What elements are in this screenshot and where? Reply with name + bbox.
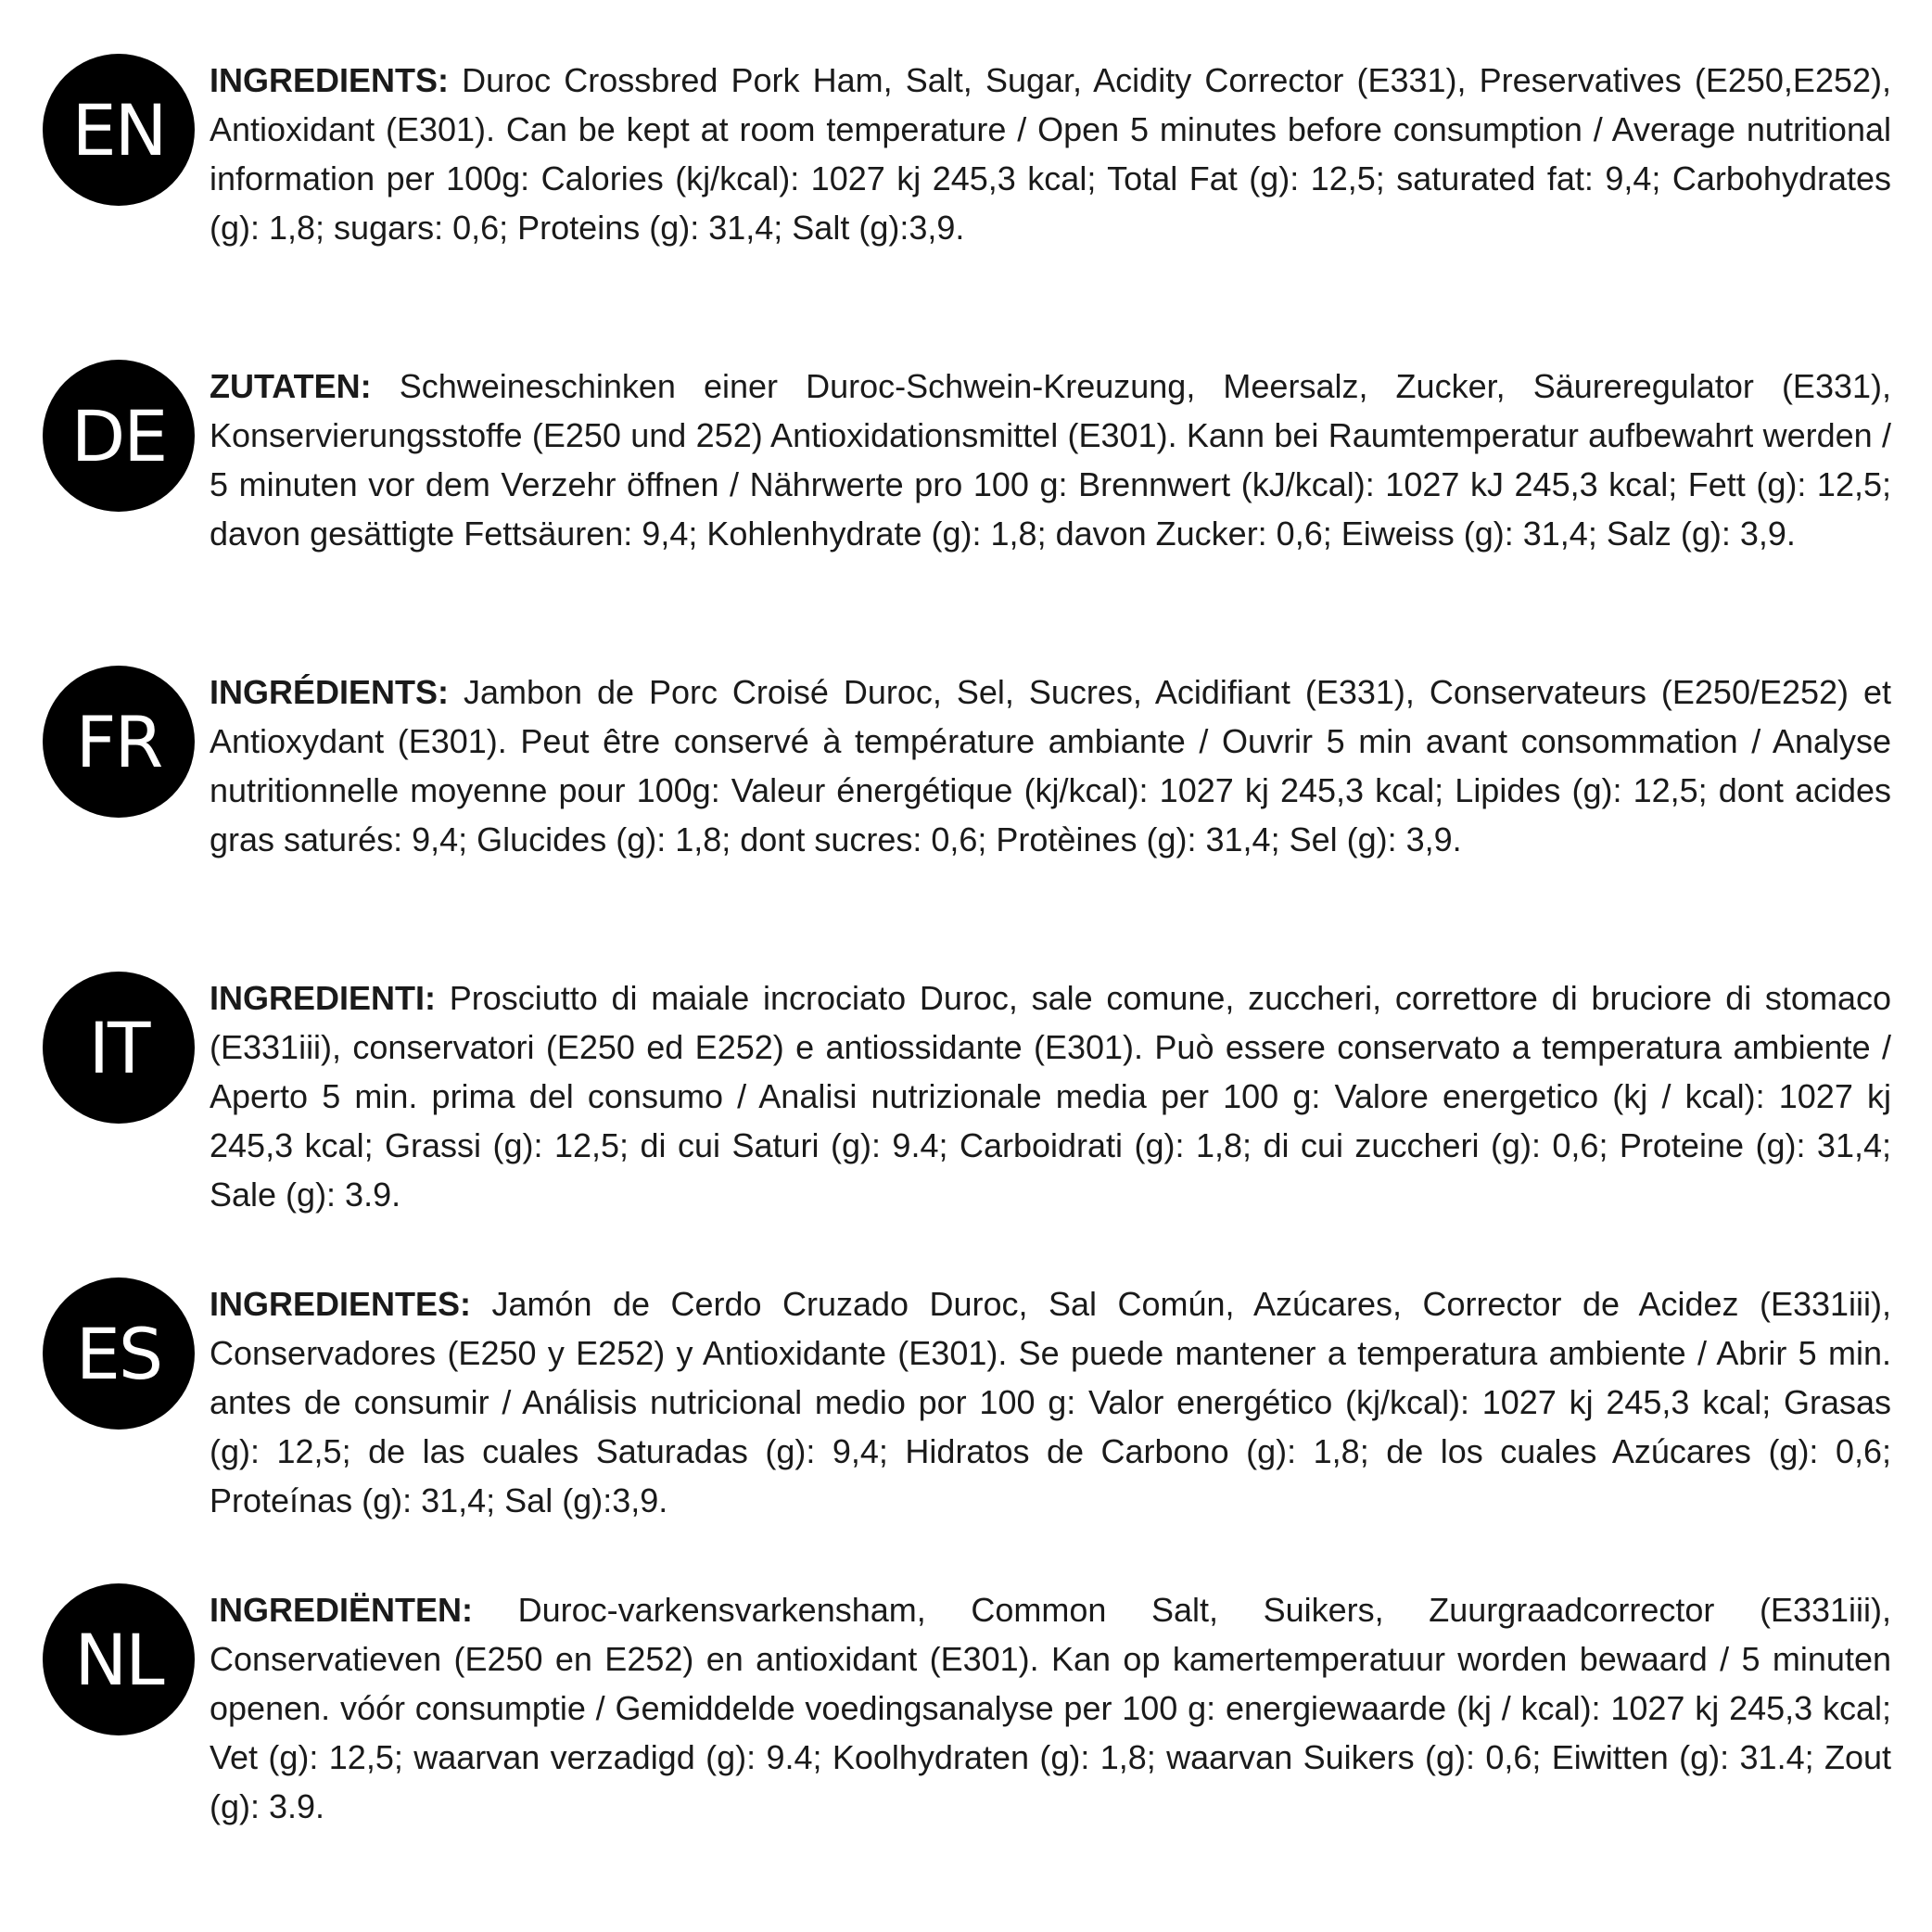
ingredients-text-es	[210, 1279, 1891, 1525]
language-badge-it: IT	[43, 972, 195, 1124]
ingredients-body-en: Duroc Crossbred Pork Ham, Salt, Sugar, Acidity Corrector (E331), Preservatives (E250,E252), Antioxidant (E301). Can be kept at room temperature / Open 5 minutes before consumption / Average nutritional information per 100g: Calories (kj/kcal): 1027 kj 245,3 kcal; Total Fat (g): 12,5; saturated fat: 9,4; Carbohydrates (g): 1,8; sugars: 0,6; Proteins (g): 31,4; Salt (g):3,9.	[210, 61, 1891, 247]
language-badge-nl: NL	[43, 1583, 195, 1735]
ingredients-text-nl	[210, 1585, 1891, 1831]
ingredients-text-de	[210, 362, 1891, 558]
ingredients-body-de: Schweineschinken einer Duroc-Schwein-Kreuzung, Meersalz, Zucker, Säureregulator (E331), Konservierungsstoffe (E250 und 252) Antioxidationsmittel (E301). Kann bei Raumtemperatur aufbewahrt werden / 5 minuten vor dem Verzehr öffnen / Nährwerte pro 100 g: Brennwert (kJ/kcal): 1027 kJ 245,3 kcal; Fett (g): 12,5; davon gesättigte Fettsäuren: 9,4; Kohlenhydrate (g): 1,8; davon Zucker: 0,6; Eiweiss (g): 31,4; Salz (g): 3,9.	[210, 367, 1891, 553]
language-badge-es: ES	[43, 1277, 195, 1430]
language-badge-en: EN	[43, 54, 195, 206]
ingredients-body-nl: Duroc-varkensvarkensham, Common Salt, Suikers, Zuurgraadcorrector (E331iii), Conservatieven (E250 en E252) en antioxidant (E301). Kan op kamertemperatuur worden bewaard / 5 minuten openen. vóór consumptie / Gemiddelde voedingsanalyse per 100 g: energiewaarde (kj / kcal): 1027 kj 245,3 kcal; Vet (g): 12,5; waarvan verzadigd (g): 9.4; Koolhydraten (g): 1,8; waarvan Suikers (g): 0,6; Eiwitten (g): 31.4; Zout (g): 3.9.	[210, 1591, 1891, 1825]
ingredients-label-fr: INGRÉDIENTS:	[210, 673, 450, 711]
ingredients-label-it: INGREDIENTI:	[210, 979, 437, 1017]
ingredients-body-it: Prosciutto di maiale incrociato Duroc, sale comune, zuccheri, correttore di bruciore di stomaco (E331iii), conservatori (E250 ed E252) e antiossidante (E301). Può essere conservato a temperatura ambiente / Aperto 5 min. prima del consumo / Analisi nutrizionale media per 100 g: Valore energetico (kj / kcal): 1027 kj 245,3 kcal; Grassi (g): 12,5; di cui Saturi (g): 9.4; Carboidrati (g): 1,8; di cui zuccheri (g): 0,6; Proteine (g): 31,4; Sale (g): 3.9.	[210, 979, 1891, 1214]
ingredients-text-en	[210, 56, 1891, 252]
ingredients-label-nl: INGREDIËNTEN:	[210, 1591, 474, 1629]
ingredients-body-es: Jamón de Cerdo Cruzado Duroc, Sal Común, Azúcares, Corrector de Acidez (E331iii), Conservadores (E250 y E252) y Antioxidante (E301). Se puede mantener a temperatura ambiente / Abrir 5 min. antes de consumir / Análisis nutricional medio por 100 g: Valor energético (kj/kcal): 1027 kj 245,3 kcal; Grasas (g): 12,5; de las cuales Saturadas (g): 9,4; Hidratos de Carbono (g): 1,8; de los cuales Azúcares (g): 0,6; Proteínas (g): 31,4; Sal (g):3,9.	[210, 1285, 1891, 1519]
ingredients-text-it	[210, 973, 1891, 1219]
ingredients-label-en: INGREDIENTS:	[210, 61, 450, 99]
language-badge-de: DE	[43, 360, 195, 512]
language-badge-fr: FR	[43, 666, 195, 818]
ingredients-text-fr	[210, 667, 1891, 864]
ingredients-label-es: INGREDIENTES:	[210, 1285, 472, 1323]
ingredients-body-fr: Jambon de Porc Croisé Duroc, Sel, Sucres, Acidifiant (E331), Conservateurs (E250/E252) et Antioxydant (E301). Peut être conservé à température ambiante / Ouvrir 5 min avant consommation / Analyse nutritionnelle moyenne pour 100g: Valeur énergétique (kj/kcal): 1027 kj 245,3 kcal; Lipides (g): 12,5; dont acides gras saturés: 9,4; Glucides (g): 1,8; dont sucres: 0,6; Protèines (g): 31,4; Sel (g): 3,9.	[210, 673, 1891, 858]
ingredients-label-de: ZUTATEN:	[210, 367, 372, 405]
